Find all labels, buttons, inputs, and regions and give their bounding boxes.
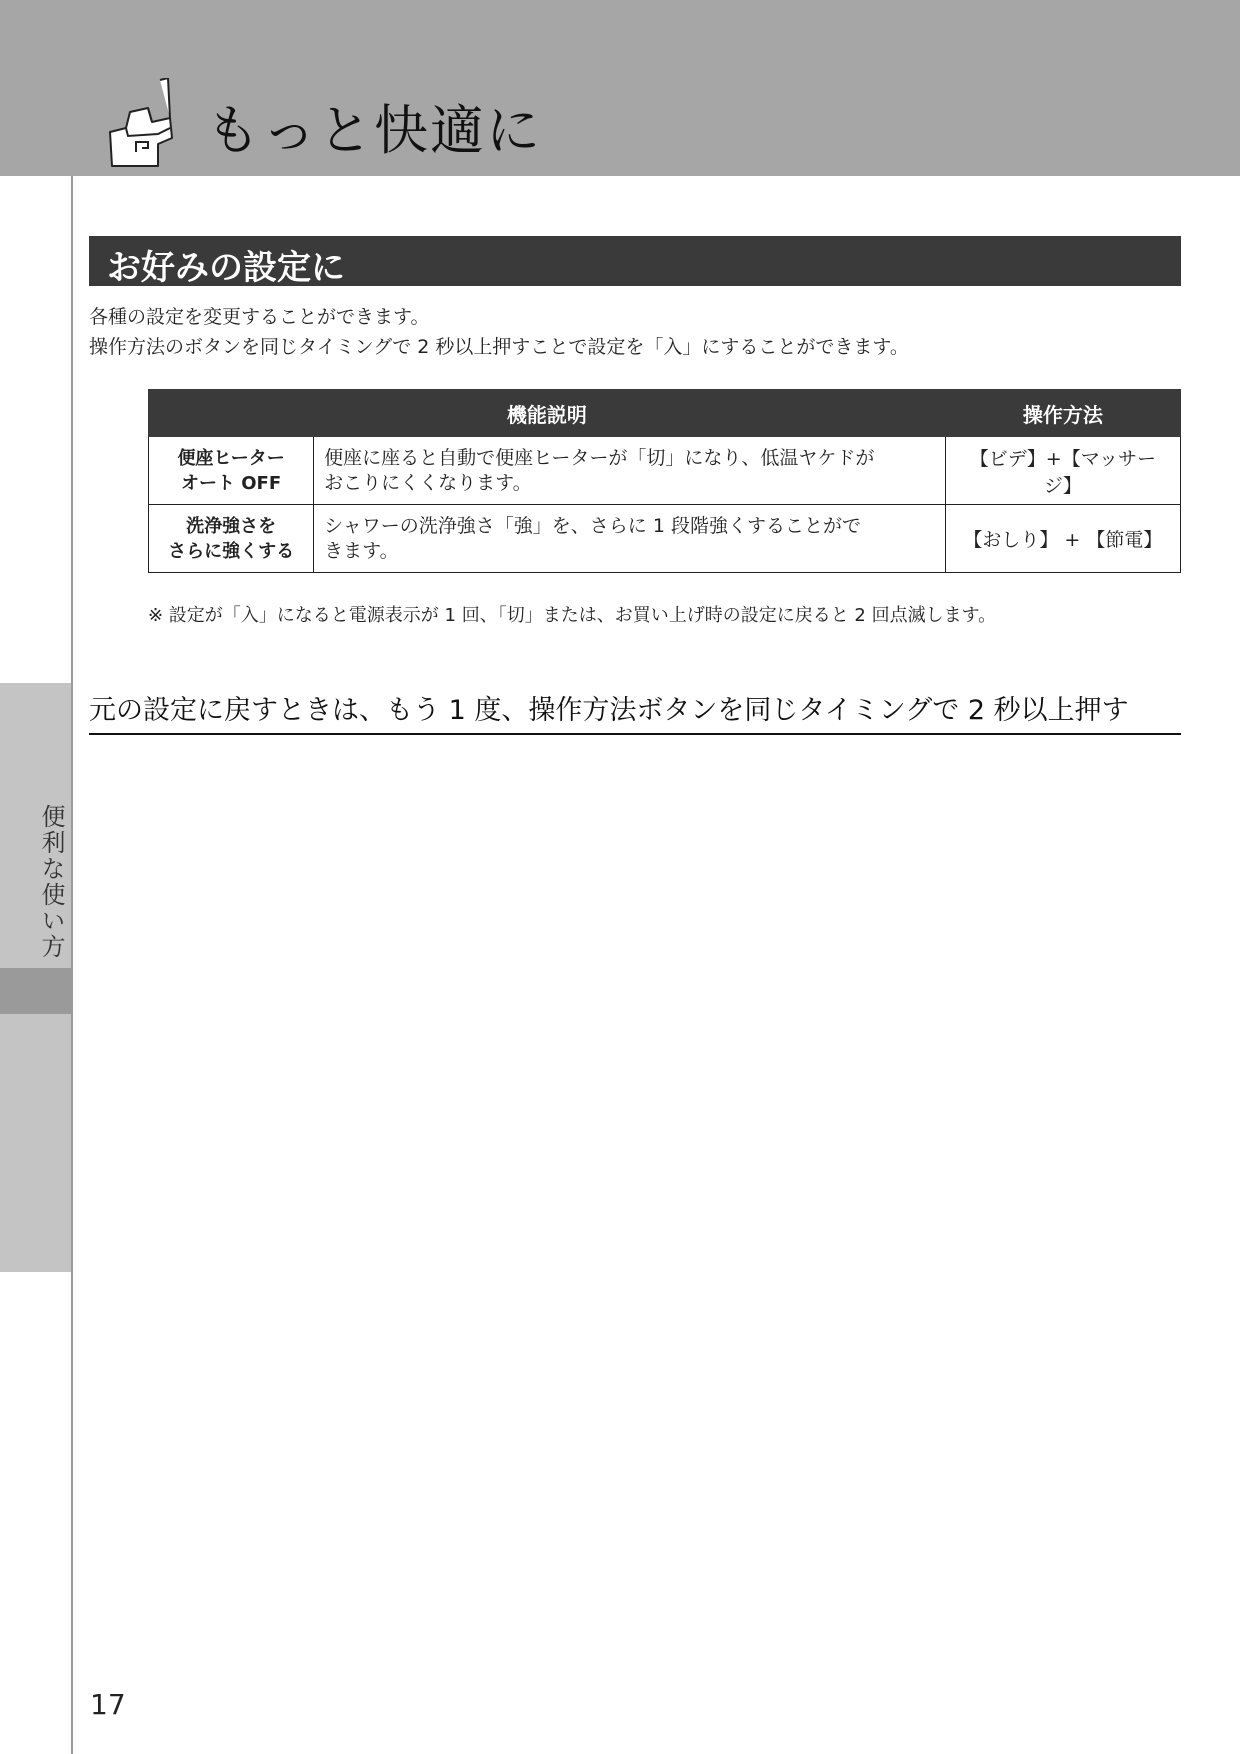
chapter-header	[0, 0, 1240, 176]
intro-line: 各種の設定を変更することができます。	[89, 306, 430, 328]
function-description	[314, 505, 946, 573]
settings-table	[148, 389, 1181, 573]
function-name-line: さらに強くする	[168, 540, 295, 562]
function-description	[314, 437, 946, 505]
page-number: 17	[90, 1688, 126, 1721]
section-header	[89, 236, 1181, 286]
toilet-icon	[108, 78, 184, 168]
intro-text	[89, 302, 909, 362]
function-name	[149, 505, 314, 573]
chapter-title: もっと快適に	[206, 99, 542, 162]
section-title: お好みの設定に	[107, 248, 345, 288]
header-function: 機能説明	[149, 390, 946, 437]
reset-instruction-heading: 元の設定に戻すときは、もう 1 度、操作方法ボタンを同じタイミングで 2 秒以上押す	[89, 688, 1181, 735]
table-row	[149, 437, 1181, 505]
description-line: おこりにくくなります。	[324, 471, 532, 494]
margin-rule	[71, 176, 73, 1754]
function-name-line: オート OFF	[180, 472, 282, 494]
header-operation: 操作方法	[945, 390, 1180, 437]
description-line: きます。	[324, 539, 399, 562]
footnote: ※ 設定が「入」になると電源表示が 1 回、「切」または、お買い上げ時の設定に戻ると 2 回点滅します。	[148, 605, 997, 626]
function-name-line: 便座ヒーター	[177, 447, 285, 469]
side-tab-lower	[0, 1014, 71, 1272]
side-tab-label: 便利な使い方	[37, 804, 65, 960]
intro-line: 操作方法のボタンを同じタイミングで 2 秒以上押すことで設定を「入」にすることができます。	[89, 336, 909, 358]
description-line: 便座に座ると自動で便座ヒーターが「切」になり、低温ヤケドが	[324, 446, 875, 469]
function-name	[149, 437, 314, 505]
table-row	[149, 505, 1181, 573]
side-tab-marker	[0, 968, 71, 1014]
function-name-line: 洗浄強さを	[186, 515, 277, 537]
operation-method: 【ビデ】+【マッサージ】	[945, 437, 1180, 505]
description-line: シャワーの洗浄強さ「強」を、さらに 1 段階強くすることがで	[324, 514, 861, 537]
operation-method: 【おしり】 + 【節電】	[945, 505, 1180, 573]
table-header-row	[149, 390, 1181, 437]
